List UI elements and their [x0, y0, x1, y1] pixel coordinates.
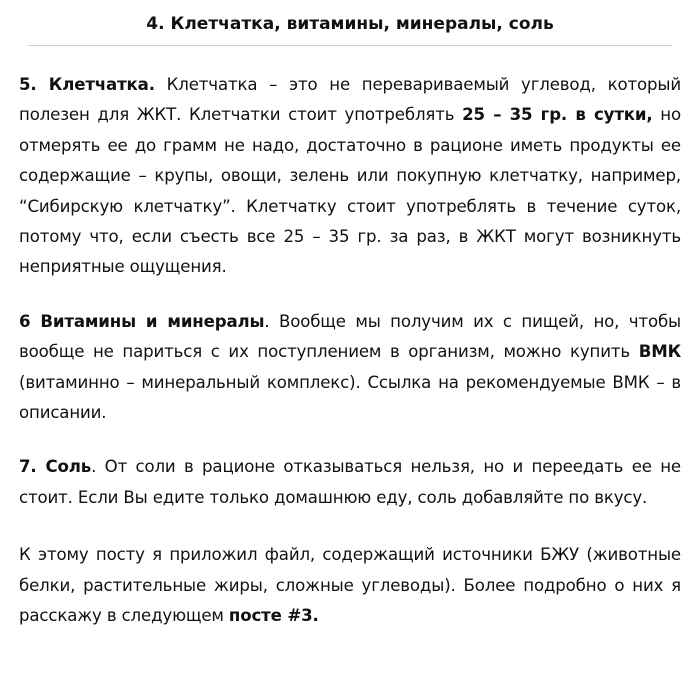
next-post-link[interactable]: посте #3.	[228, 606, 319, 626]
salt-text: . От соли в рационе отказываться нельзя, но и переедать ее не стоит. Если Вы едите только домашнюю еду, соль добавляйте по вкусу.	[19, 457, 681, 507]
fiber-heading: 5. Клетчатка.	[19, 75, 155, 94]
fiber-text-part1: Клетчатка – это не перевариваемый углевод, который полезен для ЖКТ. Клетчатки стоит употреблять	[19, 75, 681, 125]
page-title: 4. Клетчатка, витамины, минералы, соль	[146, 14, 554, 34]
paragraph-closing	[19, 540, 681, 631]
vitamins-text-part2: (витаминно – минеральный комплекс). Ссылка на рекомендуемые ВМК – в описании.	[19, 372, 681, 423]
title-divider	[28, 45, 672, 46]
closing-text: К этому посту я приложил файл, содержащий источники БЖУ (животные белки, растительные жиры, сложные углеводы). Более подробно о них я расскажу в следующем	[19, 545, 681, 626]
salt-heading: 7. Соль	[19, 457, 92, 477]
fiber-text-part2: но отмерять ее до грамм не надо, достаточно в рационе иметь продукты ее содержащие – крупы, овощи, зелень или покупную клетчатку, например, “Сибирскую клетчатку”. Клетчатку стоит употреблять в течение суток, потому что, если съесть все 25 – 35 гр. за раз, в ЖКТ могут возникнуть неприятные ощущения.	[19, 105, 681, 277]
fiber-amount-bold: 25 – 35 гр. в сутки,	[462, 105, 653, 125]
vitamins-text-part1: . Вообще мы получим их с пищей, но, чтобы вообще не париться с их поступлением в организм, можно купить	[19, 311, 682, 362]
paragraph-salt	[19, 452, 681, 513]
vitamins-heading: 6 Витамины и минералы	[19, 311, 265, 331]
document-body	[19, 70, 681, 632]
paragraph-fiber	[19, 70, 681, 283]
vmk-bold: ВМК	[638, 342, 681, 362]
paragraph-vitamins	[19, 307, 681, 429]
